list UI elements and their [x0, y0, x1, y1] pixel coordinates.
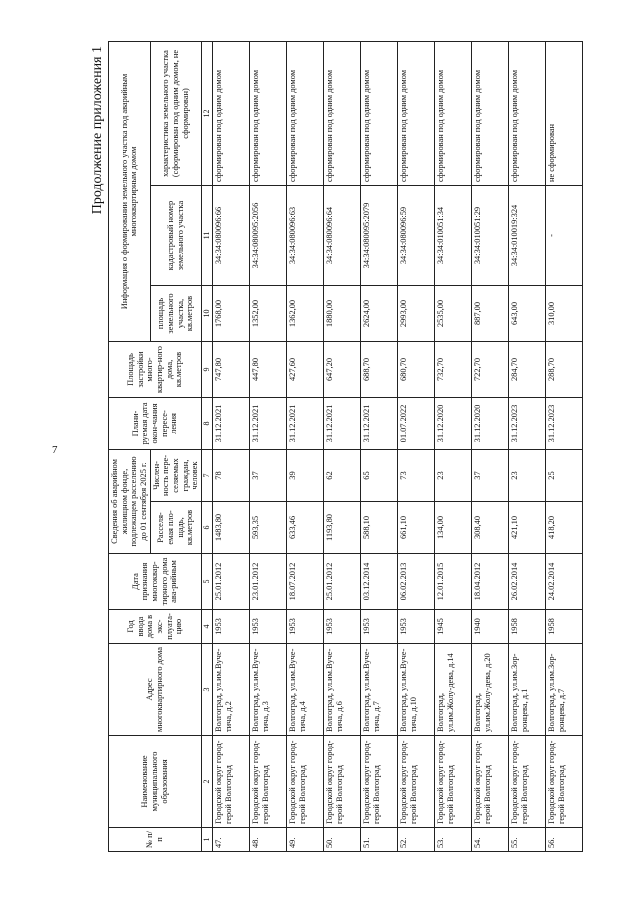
planned-date-cell: 31.12.2021 — [286, 398, 323, 450]
row-number: 51. — [360, 828, 397, 852]
recognition-date-cell: 06.02.2013 — [397, 554, 434, 610]
cadastral-cell: 34:34:080095:2056 — [249, 186, 286, 286]
area-cell: 661,10 — [397, 502, 434, 554]
municipality-cell: Городской округ город-герой Волгоград — [397, 736, 434, 828]
build-area-cell: 688,70 — [360, 342, 397, 398]
recognition-date-cell: 26.02.2014 — [508, 554, 545, 610]
municipality-cell: Городской округ город-герой Волгоград — [249, 736, 286, 828]
table-row — [212, 42, 249, 852]
municipality-cell: Городской округ город-герой Волгоград — [323, 736, 360, 828]
land-area-cell: 2535,00 — [434, 286, 471, 342]
area-cell: 421,10 — [508, 502, 545, 554]
header-num: № п/п — [109, 828, 202, 852]
land-area-cell: 1768,00 — [212, 286, 249, 342]
header-characteristic: характеристика земельного участка (сформирован под одним домом, не сформирован) — [150, 42, 201, 186]
header-build-area: Площадь застройки много-квартир-ного дома, кв.метров — [109, 342, 202, 398]
year-cell: 1953 — [286, 610, 323, 644]
table-row — [323, 42, 360, 852]
people-cell: 62 — [323, 450, 360, 502]
header-emergency-group: Сведения об аварийном жилищном фонде, подлежащем расселению до 01 сентября 2025 г. — [109, 450, 151, 554]
recognition-date-cell: 24.02.2014 — [545, 554, 582, 610]
characteristic-cell: сформирован под одним домом — [323, 42, 360, 186]
cadastral-cell: 34:34:010019:324 — [508, 186, 545, 286]
land-area-cell: 2993,00 — [397, 286, 434, 342]
year-cell: 1953 — [360, 610, 397, 644]
build-area-cell: 288,70 — [545, 342, 582, 398]
column-number: 11 — [201, 186, 212, 286]
column-number: 4 — [201, 610, 212, 644]
area-cell: 418,20 — [545, 502, 582, 554]
people-cell: 73 — [397, 450, 434, 502]
land-area-cell: 887,00 — [471, 286, 508, 342]
characteristic-cell: сформирован под одним домом — [249, 42, 286, 186]
row-number: 48. — [249, 828, 286, 852]
column-number: 3 — [201, 644, 212, 736]
municipality-cell: Городской округ город-герой Волгоград — [212, 736, 249, 828]
header-planned-date: Плани-руемая дата окон-чания пересе-ления — [109, 398, 202, 450]
municipality-cell: Городской округ город-герой Волгоград — [434, 736, 471, 828]
land-area-cell: 1362,00 — [286, 286, 323, 342]
build-area-cell: 284,70 — [508, 342, 545, 398]
build-area-cell: 647,20 — [323, 342, 360, 398]
row-number: 47. — [212, 828, 249, 852]
land-area-cell: 2624,00 — [360, 286, 397, 342]
housing-table — [108, 41, 583, 852]
year-cell: 1953 — [249, 610, 286, 644]
cadastral-cell: 34:34:080096:59 — [397, 186, 434, 286]
planned-date-cell: 31.12.2020 — [434, 398, 471, 450]
area-cell: 134,00 — [434, 502, 471, 554]
header-recognition-date: Дата признания многоквар-тирного дома ава-рийным — [109, 554, 202, 610]
row-number: 52. — [397, 828, 434, 852]
address-cell: Волгоград, ул.им.Вуче-тича, д.10 — [397, 644, 434, 736]
appendix-title: Продолжение приложения 1 — [90, 46, 105, 215]
planned-date-cell: 31.12.2021 — [323, 398, 360, 450]
characteristic-cell: сформирован под одним домом — [286, 42, 323, 186]
cadastral-cell: 34:34:080096:64 — [323, 186, 360, 286]
cadastral-cell: 34:34:080096:66 — [212, 186, 249, 286]
row-number: 50. — [323, 828, 360, 852]
area-cell: 588,10 — [360, 502, 397, 554]
cadastral-cell: 34:34:010051:34 — [434, 186, 471, 286]
area-cell: 308,40 — [471, 502, 508, 554]
year-cell: 1953 — [212, 610, 249, 644]
year-cell: 1945 — [434, 610, 471, 644]
column-number: 10 — [201, 286, 212, 342]
characteristic-cell: сформирован под одним домом — [434, 42, 471, 186]
characteristic-cell: сформирован под одним домом — [397, 42, 434, 186]
land-area-cell: 1352,00 — [249, 286, 286, 342]
address-cell: Волгоград, ул.им.Вуче-тича, д.2 — [212, 644, 249, 736]
municipality-cell: Городской округ город-герой Волгоград — [286, 736, 323, 828]
year-cell: 1953 — [323, 610, 360, 644]
header-cadastral: кадастровый номер земельного участка — [150, 186, 201, 286]
people-cell: 37 — [471, 450, 508, 502]
year-cell: 1958 — [545, 610, 582, 644]
people-cell: 23 — [508, 450, 545, 502]
table-row — [286, 42, 323, 852]
cadastral-cell: 34:34:080095:2079 — [360, 186, 397, 286]
recognition-date-cell: 25.01.2012 — [323, 554, 360, 610]
column-number: 5 — [201, 554, 212, 610]
table-body — [212, 42, 582, 852]
characteristic-cell: сформирован под одним домом — [360, 42, 397, 186]
row-number: 55. — [508, 828, 545, 852]
address-cell: Волгоград, ул.им.Зор-ронцева, д.1 — [508, 644, 545, 736]
row-number: 56. — [545, 828, 582, 852]
column-number: 6 — [201, 502, 212, 554]
recognition-date-cell: 18.07.2012 — [286, 554, 323, 610]
year-cell: 1953 — [397, 610, 434, 644]
municipality-cell: Городской округ город-герой Волгоград — [360, 736, 397, 828]
recognition-date-cell: 23.01.2012 — [249, 554, 286, 610]
people-cell: 65 — [360, 450, 397, 502]
build-area-cell: 747,80 — [212, 342, 249, 398]
characteristic-cell: сформирован под одним домом — [471, 42, 508, 186]
cadastral-cell: - — [545, 186, 582, 286]
address-cell: Волгоград, ул.им.Жолу-дева, д.20 — [471, 644, 508, 736]
build-area-cell: 447,80 — [249, 342, 286, 398]
column-number: 2 — [201, 736, 212, 828]
people-cell: 25 — [545, 450, 582, 502]
header-area: Расселя-емая пло-щадь, кв.метров — [150, 502, 201, 554]
rotated-page-content — [88, 42, 603, 852]
recognition-date-cell: 25.01.2012 — [212, 554, 249, 610]
address-cell: Волгоград, ул.им.Вуче-тича, д.7 — [360, 644, 397, 736]
cadastral-cell: 34:34:010051:29 — [471, 186, 508, 286]
column-number: 1 — [201, 828, 212, 852]
land-area-cell: 310,00 — [545, 286, 582, 342]
cadastral-cell: 34:34:080096:63 — [286, 186, 323, 286]
people-cell: 78 — [212, 450, 249, 502]
row-number: 54. — [471, 828, 508, 852]
build-area-cell: 732,70 — [434, 342, 471, 398]
area-cell: 633,46 — [286, 502, 323, 554]
year-cell: 1940 — [471, 610, 508, 644]
area-cell: 1193,80 — [323, 502, 360, 554]
planned-date-cell: 31.12.2023 — [545, 398, 582, 450]
planned-date-cell: 31.12.2023 — [508, 398, 545, 450]
planned-date-cell: 31.12.2021 — [212, 398, 249, 450]
recognition-date-cell: 03.12.2014 — [360, 554, 397, 610]
header-people: Числен-ность пере-селяемых граждан, человек — [150, 450, 201, 502]
planned-date-cell: 31.12.2021 — [360, 398, 397, 450]
address-cell: Волгоград, ул.им.Вуче-тича, д.3 — [249, 644, 286, 736]
characteristic-cell: не сформирован — [545, 42, 582, 186]
address-cell: Волгоград, ул.им.Зор-ронцева, д.7 — [545, 644, 582, 736]
header-land-area: площадь земельного участка, кв.метров — [150, 286, 201, 342]
land-area-cell: 643,00 — [508, 286, 545, 342]
header-year: Год ввода дома в экс-плуата-цию — [109, 610, 202, 644]
column-number: 8 — [201, 398, 212, 450]
column-number-row — [201, 42, 212, 852]
header-land-group: Информация о формировании земельного участка под аварийным многоквартирным домом — [109, 42, 151, 342]
planned-date-cell: 01.07.2022 — [397, 398, 434, 450]
characteristic-cell: сформирован под одним домом — [508, 42, 545, 186]
recognition-date-cell: 12.01.2015 — [434, 554, 471, 610]
table-row — [360, 42, 397, 852]
table-row — [508, 42, 545, 852]
column-number: 12 — [201, 42, 212, 186]
column-number: 7 — [201, 450, 212, 502]
row-number: 53. — [434, 828, 471, 852]
header-municipality: Наименование муниципального образования — [109, 736, 202, 828]
planned-date-cell: 31.12.2021 — [249, 398, 286, 450]
people-cell: 37 — [249, 450, 286, 502]
year-cell: 1958 — [508, 610, 545, 644]
table-row — [249, 42, 286, 852]
address-cell: Волгоград, ул.им.Жолу-дева, д.14 — [434, 644, 471, 736]
area-cell: 1483,80 — [212, 502, 249, 554]
table-row — [471, 42, 508, 852]
municipality-cell: Городской округ город-герой Волгоград — [471, 736, 508, 828]
characteristic-cell: сформирован под одним домом — [212, 42, 249, 186]
build-area-cell: 722,70 — [471, 342, 508, 398]
row-number: 49. — [286, 828, 323, 852]
planned-date-cell: 31.12.2020 — [471, 398, 508, 450]
address-cell: Волгоград, ул.им.Вуче-тича, д.4 — [286, 644, 323, 736]
table-row — [397, 42, 434, 852]
build-area-cell: 680,70 — [397, 342, 434, 398]
municipality-cell: Городской округ город-герой Волгоград — [545, 736, 582, 828]
people-cell: 39 — [286, 450, 323, 502]
build-area-cell: 427,60 — [286, 342, 323, 398]
table-row — [545, 42, 582, 852]
people-cell: 23 — [434, 450, 471, 502]
address-cell: Волгоград, ул.им.Вуче-тича, д.6 — [323, 644, 360, 736]
land-area-cell: 1880,00 — [323, 286, 360, 342]
header-address: Адрес многоквартирного дома — [109, 644, 202, 736]
table-row — [434, 42, 471, 852]
page-number: 7 — [52, 444, 58, 456]
municipality-cell: Городской округ город-герой Волгоград — [508, 736, 545, 828]
column-number: 9 — [201, 342, 212, 398]
area-cell: 593,35 — [249, 502, 286, 554]
recognition-date-cell: 18.04.2012 — [471, 554, 508, 610]
